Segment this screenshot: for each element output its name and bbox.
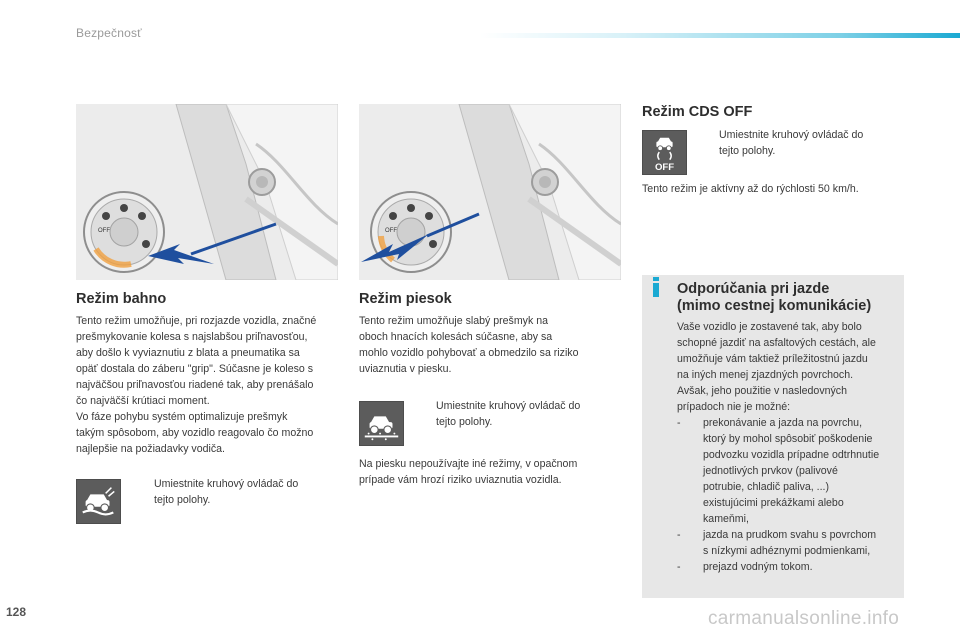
header-bar [480, 33, 960, 38]
cds-off-icon [642, 130, 687, 175]
list-item: - prekonávanie a jazda na povrchu, ktorý by mohol spôsobiť poškodenie podvozku vozidla prípadne odtrhnutie jednotlivých prvkov (palivové potrubie, chladič paliva, ...) existujúcimi prekážkami alebo kameňmi, [677, 417, 880, 525]
dial-off-label: OFF [98, 228, 110, 234]
watermark: carmanualsonline.info [708, 608, 900, 629]
mud-mode-instruction: Umiestnite kruhový ovládač do tejto polohy. [154, 478, 299, 506]
sand-mode-note: Na piesku nepoužívajte iné režimy, v opačnom prípade vám hrozí riziko uviaznutia vozidla. [359, 458, 578, 486]
page-number: 128 [6, 605, 27, 619]
offroad-info-text: Vaše vozidlo je zostavené tak, aby bolo schopné jazdiť na asfaltových cestách, ale umožňuje vám taktiež príležitostnú jazdu na iných menej zjazdných povrchoch. Avšak, jeho použitie v nasledovných prípadoch nie je možné: [677, 321, 876, 413]
sand-mode-paragraph: Tento režim umožňuje slabý prešmyk na oboch hnacích kolesách súčasne, aby sa mohlo vozidlo pohybovať a obmedzilo sa riziko uviaznutia v piesku. [359, 315, 579, 375]
cds-off-title: Režim CDS OFF [642, 104, 753, 120]
offroad-info-list [677, 415, 899, 575]
cds-off-instruction: Umiestnite kruhový ovládač do tejto polohy. [719, 129, 864, 157]
list-item: - jazda na prudkom svahu s povrchom s nízkymi adhéznymi podmienkami, [677, 529, 877, 557]
header-title: Bezpečnosť [76, 26, 142, 40]
list-item: - prejazd vodným tokom. [677, 561, 813, 573]
dial-off-label: OFF [385, 228, 397, 234]
offroad-info-title: Odporúčania pri jazde (mimo cestnej komunikácie) [677, 281, 872, 314]
mud-mode-icon [76, 479, 121, 524]
sand-mode-instruction: Umiestnite kruhový ovládač do tejto polohy. [436, 400, 581, 428]
sand-mode-title: Režim piesok [359, 291, 452, 307]
cds-off-icon-label: OFF [654, 162, 675, 174]
photo-mud-mode-dial [76, 104, 338, 280]
mud-mode-paragraph: Tento režim umožňuje, pri rozjazde vozidla, značné prešmykovanie kolesa s najslabšou priľnavosťou, aby došlo k vyviaznutiu z blata a pneumatika sa opäť dostala do záberu "grip". Súčasne je koleso s najväčšou priľnavosťou riadené tak, aby prenášalo čo najväčší krútiaci moment. Vo fáze pohybu systém optimalizuje prešmyk takým spôsobom, aby vozidlo reagovalo čo možno najlepšie na požiadavky vodiča. [76, 315, 317, 455]
sand-mode-icon [359, 401, 404, 446]
cds-off-note: Tento režim je aktívny až do rýchlosti 50 km/h. [642, 183, 859, 195]
photo-sand-mode-dial [359, 104, 621, 280]
mud-mode-title: Režim bahno [76, 291, 167, 307]
info-icon [650, 277, 662, 297]
